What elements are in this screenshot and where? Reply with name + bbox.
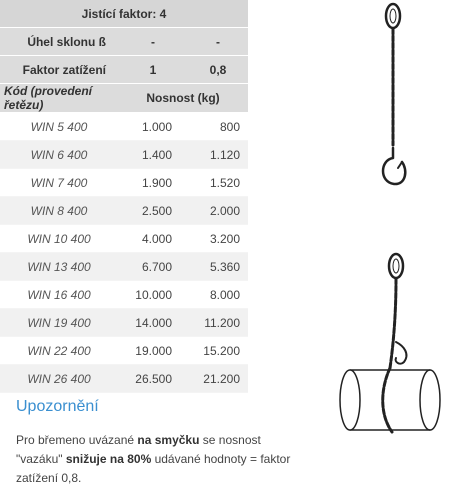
capacity-cell-2: 15.200 <box>188 337 248 365</box>
capacity-cell-1: 19.000 <box>118 337 188 365</box>
capacity-cell-2: 11.200 <box>188 309 248 337</box>
capacity-cell-2: 5.360 <box>188 253 248 281</box>
capacity-cell-1: 6.700 <box>118 253 188 281</box>
code-cell: WIN 5 400 <box>0 113 118 141</box>
safety-factor-label: Jistící faktor: 4 <box>0 0 248 28</box>
table-row <box>0 365 248 393</box>
code-cell: WIN 16 400 <box>0 281 118 309</box>
warning-text-part: udávané hodnoty = faktor zatížení 0,8. <box>16 452 291 485</box>
code-header: Kód (provedení řetězu) <box>0 84 118 113</box>
table-row <box>0 169 248 197</box>
capacity-cell-1: 14.000 <box>118 309 188 337</box>
safety-factor-row <box>0 0 248 28</box>
code-cell: WIN 7 400 <box>0 169 118 197</box>
warning-text-part: se nosnost "vazáku" <box>16 433 261 466</box>
single-leg-chain-hook-icon <box>372 0 422 200</box>
capacity-cell-2: 1.120 <box>188 141 248 169</box>
angle-value-1: - <box>118 28 188 56</box>
code-cell: WIN 8 400 <box>0 197 118 225</box>
capacity-cell-2: 8.000 <box>188 281 248 309</box>
table-row <box>0 141 248 169</box>
load-factor-label: Faktor zatížení <box>0 56 118 84</box>
code-cell: WIN 22 400 <box>0 337 118 365</box>
table-row <box>0 309 248 337</box>
column-header-row <box>0 84 248 113</box>
table-row <box>0 225 248 253</box>
capacity-cell-2: 3.200 <box>188 225 248 253</box>
capacity-header: Nosnost (kg) <box>118 84 248 113</box>
code-cell: WIN 6 400 <box>0 141 118 169</box>
table-row <box>0 253 248 281</box>
warning-text <box>16 431 306 488</box>
load-factor-value-1: 1 <box>118 56 188 84</box>
code-cell: WIN 10 400 <box>0 225 118 253</box>
load-capacity-table <box>0 0 248 393</box>
warning-text-part: Pro břemeno uvázané <box>16 433 138 447</box>
capacity-cell-1: 4.000 <box>118 225 188 253</box>
angle-value-2: - <box>188 28 248 56</box>
capacity-cell-1: 26.500 <box>118 365 188 393</box>
capacity-cell-2: 21.200 <box>188 365 248 393</box>
table-row <box>0 281 248 309</box>
capacity-cell-2: 2.000 <box>188 197 248 225</box>
capacity-cell-1: 10.000 <box>118 281 188 309</box>
capacity-cell-1: 2.500 <box>118 197 188 225</box>
table-row <box>0 337 248 365</box>
code-cell: WIN 13 400 <box>0 253 118 281</box>
warning-bold-choke: na smyčku <box>137 433 200 447</box>
code-cell: WIN 26 400 <box>0 365 118 393</box>
code-cell: WIN 19 400 <box>0 309 118 337</box>
load-factor-row <box>0 56 248 84</box>
warning-heading: Upozornění <box>16 398 99 415</box>
table-row <box>0 197 248 225</box>
angle-label: Úhel sklonu ß <box>0 28 118 56</box>
angle-row <box>0 28 248 56</box>
warning-bold-reduction: snižuje na 80% <box>65 452 152 466</box>
capacity-cell-1: 1.400 <box>118 141 188 169</box>
load-factor-value-2: 0,8 <box>188 56 248 84</box>
table-row <box>0 113 248 141</box>
capacity-cell-2: 800 <box>188 113 248 141</box>
capacity-cell-1: 1.000 <box>118 113 188 141</box>
capacity-cell-1: 1.900 <box>118 169 188 197</box>
capacity-cell-2: 1.520 <box>188 169 248 197</box>
choker-hitch-cylinder-icon <box>330 250 460 450</box>
